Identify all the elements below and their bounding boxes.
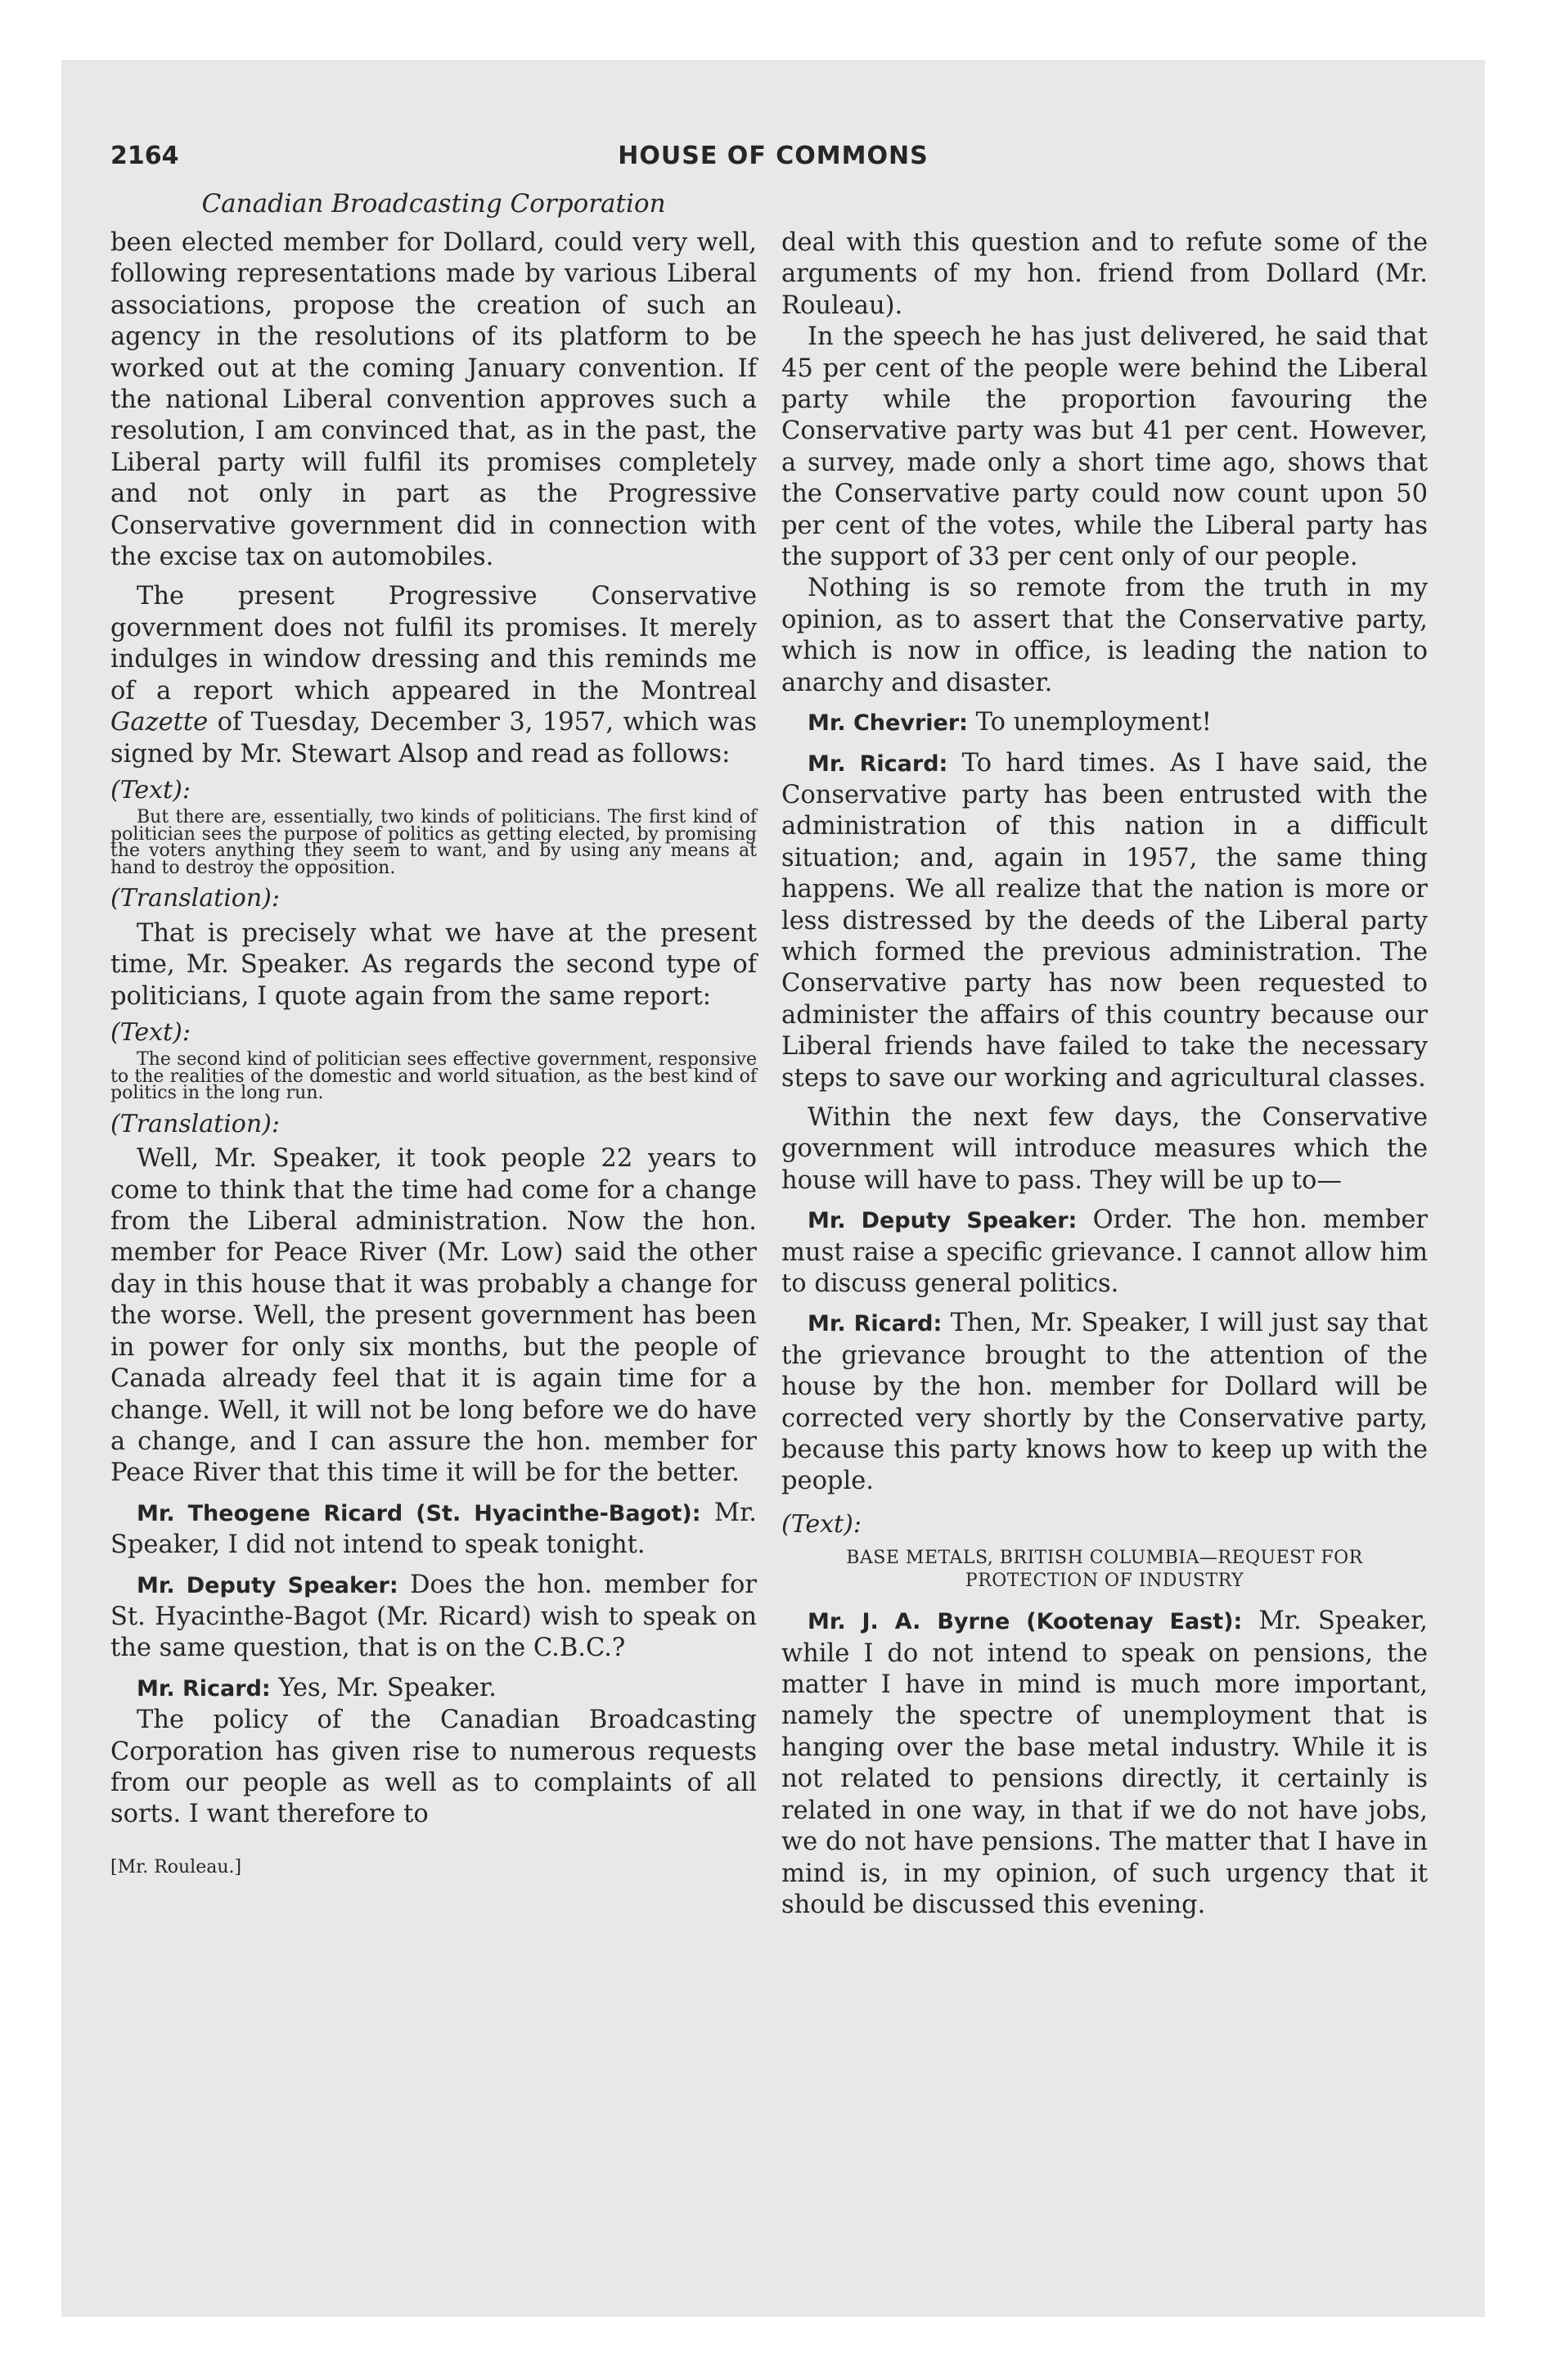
speech: Mr. Ricard: Then, Mr. Speaker, I will just say that the grievance brought to the attention of the house by the hon. member for Dollard will be corrected very shortly by the Conservative party, because this party knows how to keep up with the people. <box>781 1309 1428 1496</box>
text-label: (Text): <box>781 1509 862 1539</box>
text-label: (Text): <box>110 775 191 805</box>
speaker-name: Mr. Theogene Ricard (St. Hyacinthe-Bagot): <box>137 1500 701 1526</box>
speaker-name: Mr. Ricard: <box>808 1311 943 1337</box>
text-label: (Text): <box>110 1017 191 1047</box>
speaker-name: Mr. Chevrier: <box>808 710 968 737</box>
speaker-name: Mr. Ricard: <box>808 751 948 777</box>
paragraph: deal with this question and to refute some of the arguments of my hon. friend from Dollard (Mr. Rouleau). <box>781 228 1428 320</box>
scanned-page <box>61 60 1485 2317</box>
quote-block: The second kind of politician sees effective government, responsive to the realities of the domestic and world situation, as the best kind of politics in the long run. <box>110 1049 757 1104</box>
page-number: 2164 <box>110 142 179 170</box>
speech: Mr. Chevrier: To unemployment! <box>808 708 1212 737</box>
paragraph: That is precisely what we have at the present time, Mr. Speaker. As regards the second type of politicians, I quote again from the same report: <box>110 918 757 1011</box>
translation-label: (Translation): <box>110 884 280 913</box>
subject-heading: Canadian Broadcasting Corporation <box>201 189 666 219</box>
speaker-name: Mr. Deputy Speaker: <box>137 1572 398 1598</box>
footer-note: [Mr. Rouleau.] <box>110 1856 242 1877</box>
right-column <box>781 228 1428 1921</box>
paragraph: Well, Mr. Speaker, it took people 22 years to come to think that the time had come for a change from the Liberal administration. Now the hon. member for Peace River (Mr. Low) said the other day in this house that it was probably a change for the worse. Well, the present government has been in power for only six months, but the people of Canada already feel that it is again time for a change. Well, it will not be long before we do have a change, and I can assure the hon. member for Peace River that this time it will be for the better. <box>110 1144 757 1488</box>
paragraph: In the speech he has just delivered, he said that 45 per cent of the people were behind the Liberal party while the proportion favouring the Conservative party was but 41 per cent. However, a survey, made only a short time ago, shows that the Conservative party could now count upon 50 per cent of the votes, while the Liberal party has the support of 33 per cent only of our people. <box>781 322 1428 572</box>
quote-block: But there are, essentially, two kinds of politicians. The first kind of politician sees the purpose of politics as getting elected, by promising the voters anything they seem to want, and by using any means at hand to destroy the opposition. <box>110 807 757 878</box>
speech: Mr. Deputy Speaker: Does the hon. member for St. Hyacinthe-Bagot (Mr. Ricard) wish to speak on the same question, that is on the C.B.C.? <box>110 1570 757 1663</box>
page-header <box>110 142 1436 191</box>
paragraph: The policy of the Canadian Broadcasting Corporation has given rise to numerous requests from our people as well as to complaints of all sorts. I want therefore to <box>110 1706 757 1829</box>
translation-label: (Translation): <box>110 1109 280 1138</box>
speaker-name: Mr. J. A. Byrne (Kootenay East): <box>808 1609 1243 1635</box>
speaker-name: Mr. Ricard: <box>137 1675 271 1702</box>
hansard-page <box>110 142 1436 1919</box>
speech: Mr. Ricard: Yes, Mr. Speaker. <box>137 1673 497 1702</box>
left-column <box>110 228 757 1883</box>
section-heading: BASE METALS, BRITISH COLUMBIA—REQUEST FOR PROTECTION OF INDUSTRY <box>846 1548 1363 1592</box>
page-title: HOUSE OF COMMONS <box>618 142 929 170</box>
speaker-name: Mr. Deputy Speaker: <box>808 1208 1078 1234</box>
paragraph: been elected member for Dollard, could very well, following representations made by various Liberal associations, propose the creation of such an agency in the resolutions of its platform to be worked out at the coming January convention. If the national Liberal convention approves such a resolution, I am convinced that, as in the past, the Liberal party will fulfil its promises completely and not only in part as the Progressive Conservative government did in connection with the excise tax on automobiles. <box>110 228 757 572</box>
newspaper-title: Gazette <box>110 708 209 737</box>
speech: Mr. Deputy Speaker: Order. The hon. member must raise a specific grievance. I cannot allow him to discuss general politics. <box>781 1206 1428 1298</box>
paragraph: The present Progressive Conservative government does not fulfil its promises. It merely indulges in window dressing and this reminds me of a report which appeared in the Montreal Gazette of Tuesday, December 3, 1957, which was signed by Mr. Stewart Alsop and read as follows: <box>110 582 757 769</box>
speech: Mr. J. A. Byrne (Kootenay East): Mr. Speaker, while I do not intend to speak on pensions, the matter I have in mind is much more important, namely the spectre of unemployment that is hanging over the base metal industry. While it is not related to pensions directly, it certainly is related in one way, in that if we do not have jobs, we do not have pensions. The matter that I have in mind is, in my opinion, of such urgency that it should be discussed this evening. <box>781 1607 1428 1919</box>
speech: Mr. Theogene Ricard (St. Hyacinthe-Bagot): Mr. Speaker, I did not intend to speak tonight. <box>110 1498 757 1560</box>
paragraph: Nothing is so remote from the truth in my opinion, as to assert that the Conservative party, which is now in office, is leading the nation to anarchy and disaster. <box>781 574 1428 697</box>
paragraph: Within the next few days, the Conservative government will introduce measures which the house will have to pass. They will be up to— <box>781 1102 1428 1195</box>
speech: Mr. Ricard: To hard times. As I have said, the Conservative party has been entrusted with the administration of this nation in a difficult situation; and, again in 1957, the same thing happens. We all realize that the nation is more or less distressed by the deeds of the Liberal party which formed the previous administration. The Conservative party has now been requested to administer the affairs of this country because our Liberal friends have failed to take the necessary steps to save our working and agricultural classes. <box>781 748 1429 1093</box>
